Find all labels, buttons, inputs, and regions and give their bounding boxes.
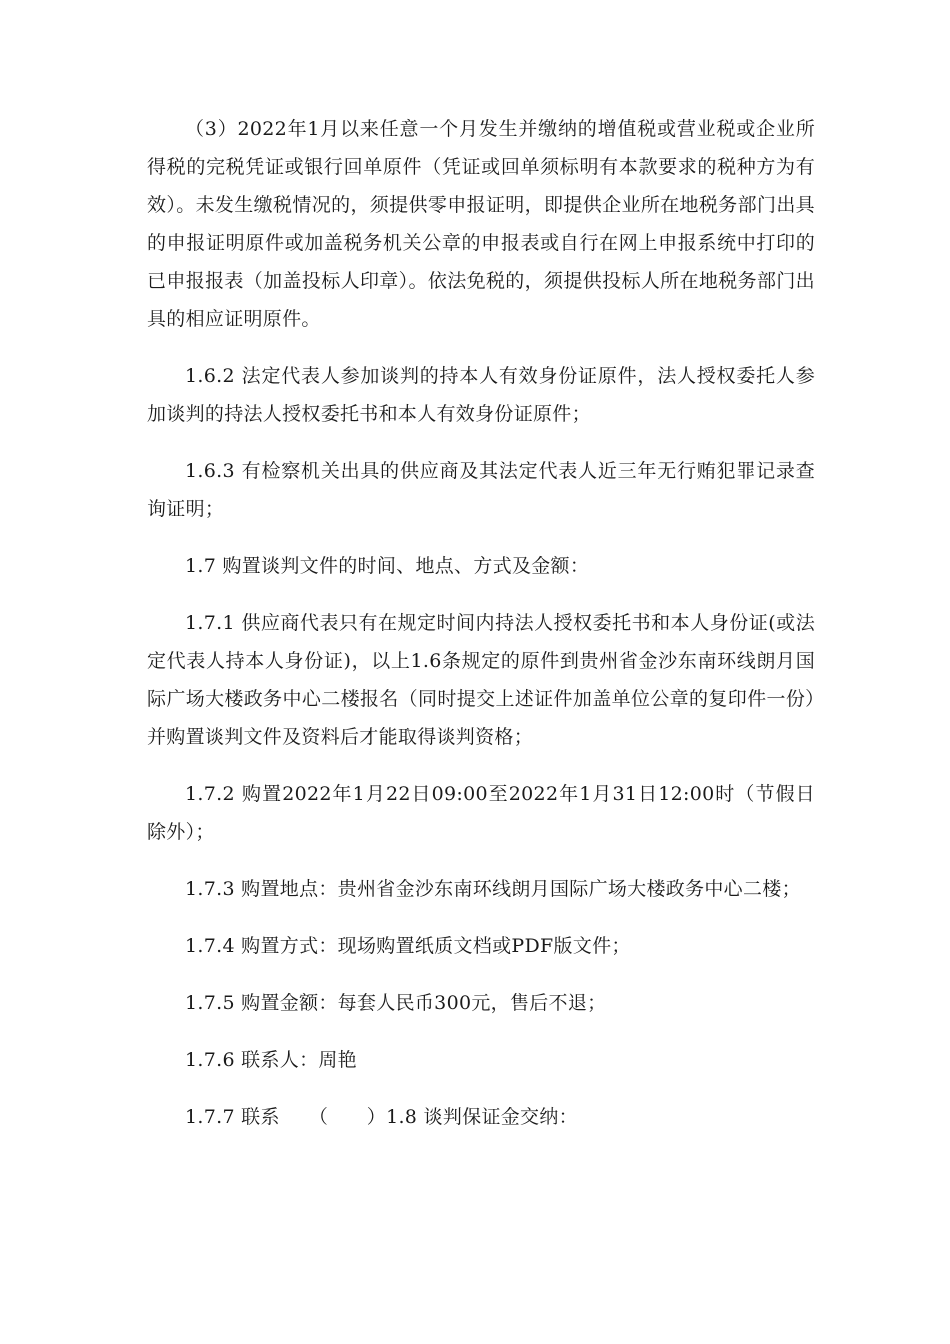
paragraph-1-7-2: 1.7.2 购置2022年1月22日09:00至2022年1月31日12:00时（节假日除外）； xyxy=(147,783,815,843)
paragraph-1-7-4: 1.7.4 购置方式：现场购置纸质文档或PDF版文件； xyxy=(185,935,631,957)
paragraph-1-7-5: 1.7.5 购置金额：每套人民币300元，售后不退； xyxy=(185,992,607,1014)
paragraph-1-6-3: 1.6.3 有检察机关出具的供应商及其法定代表人近三年无行贿犯罪记录查询证明； xyxy=(147,460,815,520)
paragraph-tax-certificate: （3）2022年1月以来任意一个月发生并缴纳的增值税或营业税或企业所得税的完税凭证或银行回单原件（凭证或回单须标明有本款要求的税种方为有效）。未发生缴税情况的，须提供零申报证明，即提供企业所在地税务部门出具的申报证明原件或加盖税务机关公章的申报表或自行在网上申报系统中打印的已申报报表（加盖投标人印章）。依法免税的，须提供投标人所在地税务部门出具的相应证明原件。 xyxy=(147,118,815,330)
paragraph-1-6-2: 1.6.2 法定代表人参加谈判的持本人有效身份证原件，法人授权委托人参加谈判的持法人授权委托书和本人有效身份证原件； xyxy=(147,365,815,425)
paragraph-1-7: 1.7 购置谈判文件的时间、地点、方式及金额： xyxy=(185,555,590,577)
paragraph-1-7-6: 1.7.6 联系人：周艳 xyxy=(185,1049,357,1071)
document-body xyxy=(147,110,815,1136)
paragraph-1-7-3: 1.7.3 购置地点：贵州省金沙东南环线朗月国际广场大楼政务中心二楼； xyxy=(185,878,801,900)
paragraph-1-7-1: 1.7.1 供应商代表只有在规定时间内持法人授权委托书和本人身份证(或法定代表人持本人身份证)，以上1.6条规定的原件到贵州省金沙东南环线朗月国际广场大楼政务中心二楼报名（同时提交上述证件加盖单位公章的复印件一份）并购置谈判文件及资料后才能取得谈判资格； xyxy=(147,612,815,748)
paragraph-1-7-7: 1.7.7 联系 （ ）1.8 谈判保证金交纳： xyxy=(185,1106,578,1128)
